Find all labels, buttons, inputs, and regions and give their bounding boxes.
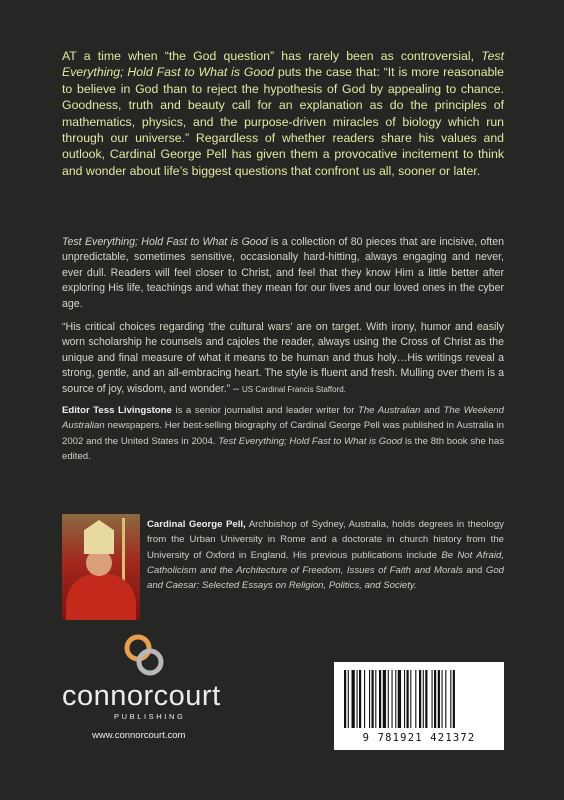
author-bio: Cardinal George Pell, Archbishop of Sydney, Australia, holds degrees in theology from the Urban University in Rome and a doctorate in church history from the University of Oxford in England. His previous publications include Be Not Afraid, Catholicism and the Architecture of Freedom, Issues of Faith and Morals and God and Caesar: Selected Essays on Religion, Politics, and Society. [147, 519, 504, 592]
barcode-bar [453, 670, 455, 728]
editor-bio: Editor Tess Livingstone is a senior journalist and leader writer for The Australian and The Weekend Australian newspapers. Her best-selling biography of Cardinal George Pell was published in Australia in 2002 and the United States in 2004. Test Everything; Hold Fast to What is Good is the 8th book she has edited. [62, 405, 504, 462]
isbn-barcode [334, 662, 504, 750]
barcode-bar [383, 670, 386, 728]
barcode-bar [379, 670, 381, 728]
barcode-bar [364, 670, 365, 728]
barcode-bar [359, 670, 361, 728]
barcode-bar [369, 670, 370, 728]
barcode-bar [442, 670, 443, 728]
barcode-bar [344, 670, 346, 728]
barcode-bar [438, 670, 440, 728]
publisher-url[interactable]: www.connorcourt.com [92, 730, 186, 741]
barcode-bar [432, 670, 433, 728]
barcode-bar [423, 670, 424, 728]
robe-shape [66, 574, 136, 620]
barcode-bars [342, 670, 496, 730]
barcode-bar [445, 670, 446, 728]
blurb-paragraph-intro: AT a time when “the God question” has rarely been as controversial, Test Everything; Hold Fast to What is Good puts the case that: “It is more reasonable to believe in God than to reject the hypothesis of God by appealing to chance. Goodness, truth and beauty call for an explanation as do the principles of mathematics, physics, and the purpose-driven miracles of biology which run through our universe.” Regardless of whether readers share his values and outlook, Cardinal George Pell has given them a provocative incitement to think and wonder about life’s biggest questions that confront us all, sooner or later. [62, 49, 505, 178]
logo-ring-orange [127, 637, 149, 659]
barcode-bar [425, 670, 427, 728]
barcode-bar [372, 670, 374, 728]
barcode-bar [419, 670, 421, 728]
publisher-name: connorcourt [62, 680, 221, 712]
quote-attribution: US Cardinal Francis Stafford. [241, 384, 346, 394]
barcode-bar [348, 670, 349, 728]
barcode-bar [375, 670, 376, 728]
blurb-quote: “His critical choices regarding ‘the cultural wars’ are on target. With irony, humor and easily worn scholarship he counsels and cajoles the reader, always using the Cross of Christ as the unique and final measure of what it means to be human and thus holy…His writings reveal a strong, gentle, and an all-embracing heart. The style is fluent and fresh. Mulling over them is a source of joy, wisdom, and wonder.” – US Cardinal Francis Stafford. [62, 321, 504, 395]
logo-ring-grey [139, 651, 161, 673]
barcode-bar [398, 670, 401, 728]
barcode-bar [434, 670, 436, 728]
barcode-bar [404, 670, 405, 728]
barcode-bar [392, 670, 393, 728]
barcode-bar [415, 670, 416, 728]
barcode-bar [407, 670, 409, 728]
blurb-paragraph-collection: Test Everything; Hold Fast to What is Good is a collection of 80 pieces that are incisive, often unpredictable, sometimes sensitive, occasionally hard-hitting, always engaging and never, ever dull. Readers will feel closer to Christ, and feel that they know Him a little better after exploring His life, teachings and what they mean for our lives and our loved ones in the cyber age. [62, 236, 504, 310]
barcode-bar [352, 670, 355, 728]
barcode-bar [388, 670, 389, 728]
barcode-bar [395, 670, 396, 728]
barcode-bar [450, 670, 451, 728]
publisher-logo-icon [114, 632, 174, 678]
author-photo [62, 514, 140, 620]
isbn-number: 9 781921 421372 [362, 732, 476, 744]
mitre-shape [84, 520, 114, 554]
barcode-bar [357, 670, 358, 728]
barcode-bar [410, 670, 411, 728]
publisher-subtitle: PUBLISHING [114, 712, 186, 721]
